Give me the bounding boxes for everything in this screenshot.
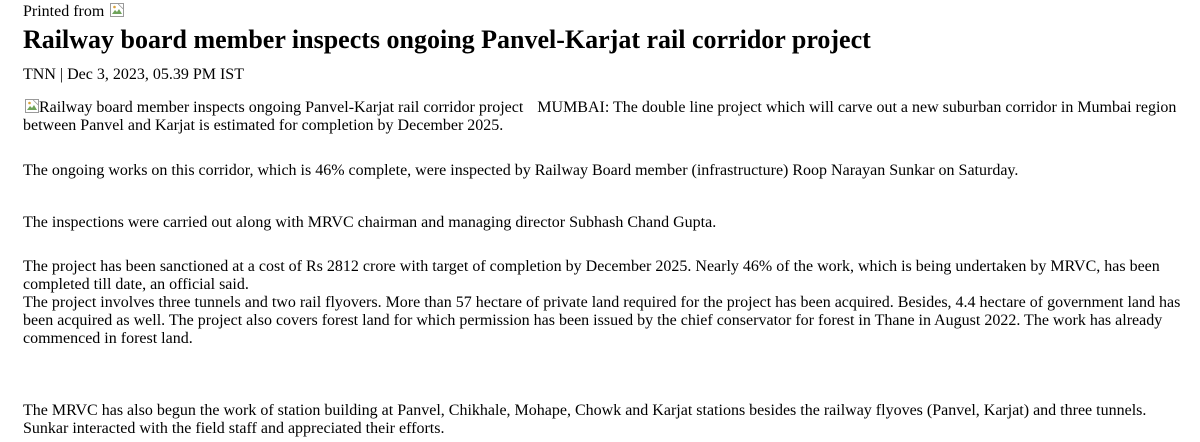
printed-from-label: Printed from: [23, 3, 105, 20]
article-paragraph-group: [23, 258, 1183, 348]
article-paragraph-6: The MRVC has also begun the work of station building at Panvel, Chikhale, Mohape, Chowk and Karjat stations besides the railway flyoves (Panvel, Karjat) and three tunnels. Sunkar interacted with the field staff and appreciated their efforts.: [23, 402, 1147, 437]
article-image: [23, 99, 523, 116]
article-paragraph-3: The inspections were carried out along with MRVC chairman and managing director Subhash Chand Gupta.: [23, 214, 717, 231]
article-paragraph-4: The project has been sanctioned at a cost of Rs 2812 crore with target of completion by December 2025. Nearly 46% of the work, which is being undertaken by MRVC, has been completed till date, an official said.: [23, 258, 1160, 293]
article-title: Railway board member inspects ongoing Panvel-Karjat rail corridor project: [23, 25, 871, 54]
article-paragraph-1: [23, 99, 1183, 135]
article-paragraph-5: The project involves three tunnels and two rail flyovers. More than 57 hectare of private land required for the project has been acquired. Besides, 4.4 hectare of government land has been acquired as well. The project also covers forest land for which permission has been issued by the chief conservator for forest in Thane in August 2022. The work has already commenced in forest land.: [23, 294, 1181, 347]
article-paragraph-2: The ongoing works on this corridor, which is 46% complete, were inspected by Railway Board member (infrastructure) Roop Narayan Sunkar on Saturday.: [23, 162, 1019, 179]
article-byline: TNN | Dec 3, 2023, 05.39 PM IST: [23, 66, 244, 83]
broken-image-icon: [25, 99, 39, 113]
article-paragraph-1-text: MUMBAI: The double line project which will carve out a new suburban corridor in Mumbai region between Panvel and Karjat is estimated for completion by December 2025.: [23, 99, 1177, 134]
broken-image-icon: [110, 3, 124, 17]
printed-from-line: [23, 2, 124, 22]
article-image-alt-text: Railway board member inspects ongoing Panvel-Karjat rail corridor project: [39, 99, 524, 116]
